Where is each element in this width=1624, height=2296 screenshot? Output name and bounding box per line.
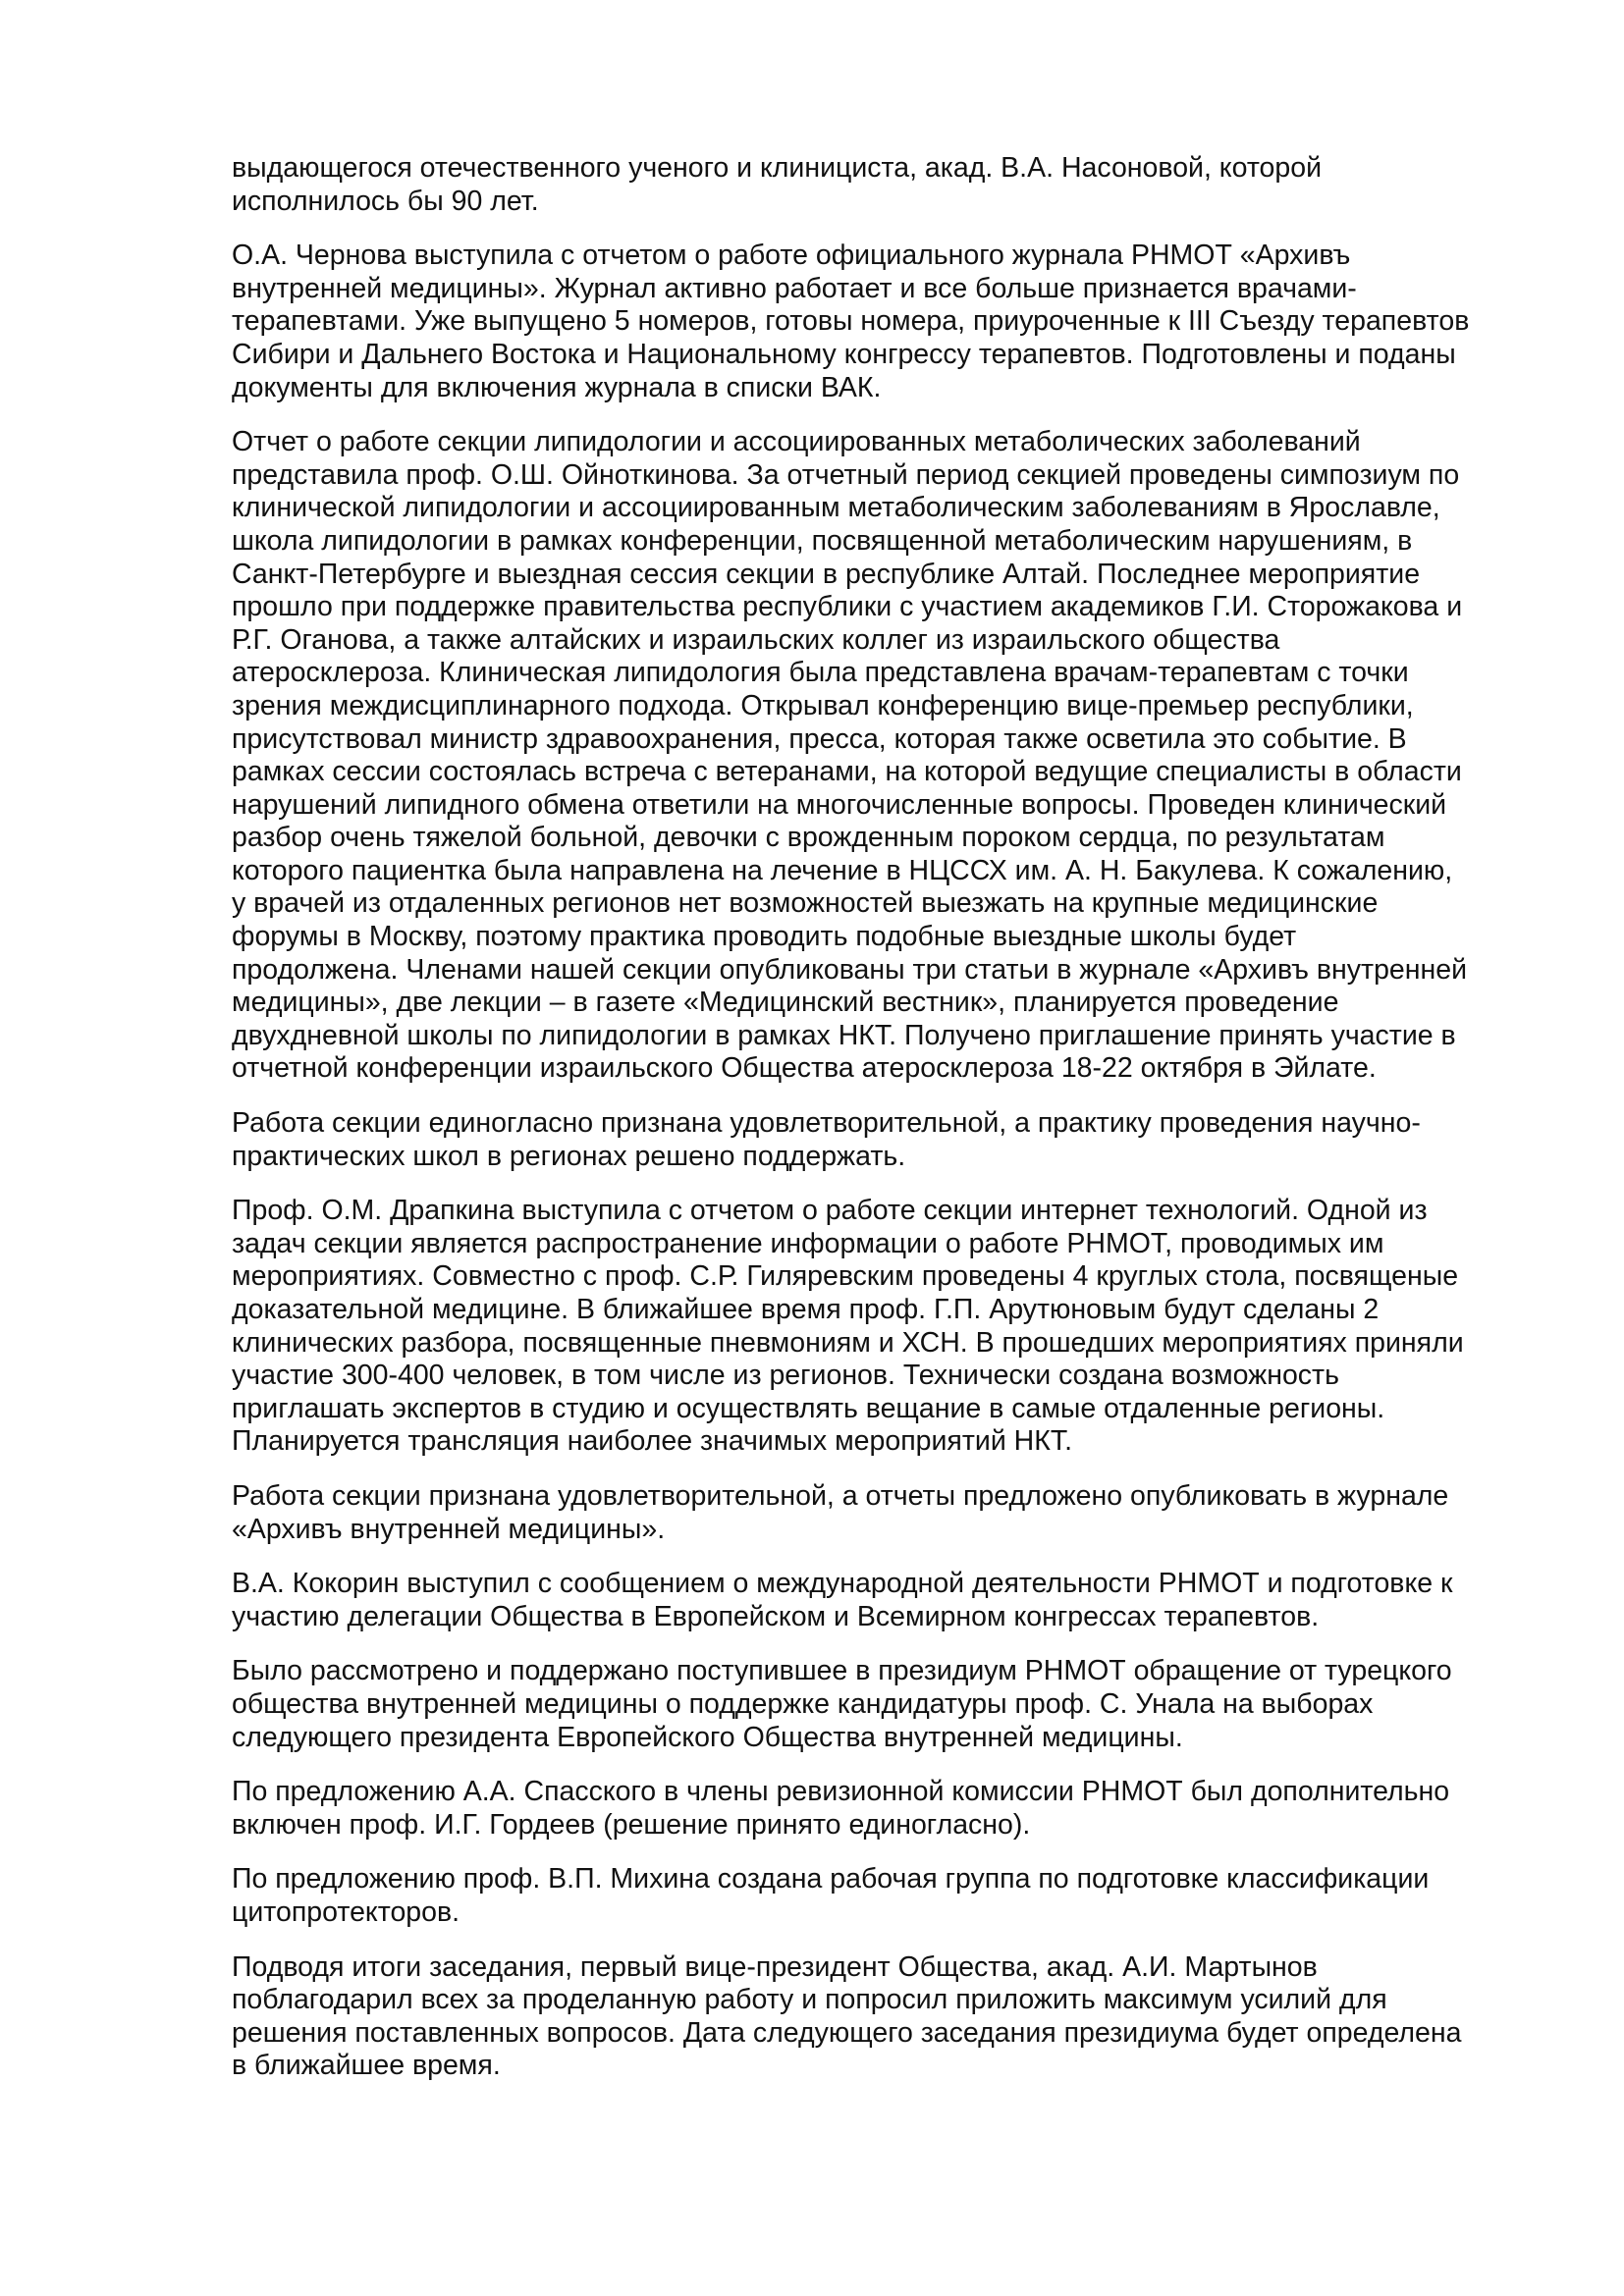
- paragraph-international-activity: В.А. Кокорин выступил с сообщением о международной деятельности РНМОТ и подготовке к участию делегации Общества в Европейском и Всемирном конгрессах терапевтов.: [232, 1568, 1453, 1632]
- paragraph-internet-section-report: Проф. О.М. Драпкина выступила с отчетом о работе секции интернет технологий. Одной из задач секции является распространение информации о работе РНМОТ, проводимых им мероприятиях. Совместно с проф. С.Р. Гиляревским проведены 4 круглых стола, посвященые доказательной медицине. В ближайшее время проф. Г.П. Арутюновым будут сделаны 2 клинических разбора, посвященные пневмониям и ХСН. В прошедших мероприятиях приняли участие 300-400 человек, в том числе из регионов. Технически создана возможность приглашать экспертов в студию и осуществлять вещание в самые отдаленные регионы. Планируется трансляция наиболее значимых мероприятий НКТ.: [232, 1195, 1464, 1458]
- paragraph-internet-section-resolution: Работа секции признана удовлетворительной, а отчеты предложено опубликовать в журнале «Архивъ внутренней медицины».: [232, 1479, 1449, 1545]
- paragraph-lipidology-section-report: Отчет о работе секции липидологии и ассоциированных метаболических заболеваний представила проф. О.Ш. Ойноткинова. За отчетный период секцией проведены симпозиум по клинической липидологии и ассоциированным метаболическим заболеваниям в Ярославле, школа липидологии в рамках конференции, посвященной метаболическим нарушениям, в Санкт-Петербурге и выездная сессия секции в республике Алтай. Последнее мероприятие прошло при поддержке правительства республики с участием академиков Г.И. Сторожакова и Р.Г. Оганова, а также алтайских и израильских коллег из израильского общества атеросклероза. Клиническая липидология была представлена врачам-терапевтам с точки зрения междисциплинарного подхода. Открывал конференцию вице-премьер республики, присутствовал министр здравоохранения, пресса, которая также осветила это событие. В рамках сессии состоялась встреча с ветеранами, на которой ведущие специалисты в области нарушений липидного обмена ответили на многочисленные вопросы. Проведен клинический разбор очень тяжелой больной, девочки с врожденным пороком сердца, по результатам которого пациентка была направлена на лечение в НЦССХ им. А. Н. Бакулева. К сожалению, у врачей из отдаленных регионов нет возможностей выезжать на крупные медицинские форумы в Москву, поэтому практика проводить подобные выездные школы будет продолжена. Членами нашей секции опубликованы три статьи в журнале «Архивъ внутренней медицины», две лекции – в газете «Медицинский вестник», планируется проведение двухдневной школы по липидологии в рамках НКТ. Получено приглашение принять участие в отчетной конференции израильского Общества атеросклероза 18-22 октября в Эйлате.: [232, 426, 1468, 1085]
- document-page: [232, 152, 1528, 2105]
- paragraph-journal-report: О.А. Чернова выступила с отчетом о работе официального журнала РНМОТ «Архивъ внутренней медицины». Журнал активно работает и все больше признается врачами- терапевтами. Уже выпущено 5 номеров, готовы номера, приуроченные к III Съезду терапевтов Сибири и Дальнего Востока и Национальному конгрессу терапевтов. Подготовлены и поданы документы для включения журнала в списки ВАК.: [232, 240, 1470, 403]
- paragraph-meeting-summary: Подводя итоги заседания, первый вице-президент Общества, акад. А.И. Мартынов поблагодарил всех за проделанную работу и попросил приложить максимум усилий для решения поставленных вопросов. Дата следующего заседания президиума будет определена в ближайшее время.: [232, 1950, 1462, 2082]
- paragraph-lipidology-section-resolution: Работа секции единогласно признана удовлетворительной, а практику проведения научно- практических школ в регионах решено поддержать.: [232, 1107, 1421, 1172]
- paragraph-turkish-society-appeal: Было рассмотрено и поддержано поступившее в президиум РНМОТ обращение от турецкого общества внутренней медицины о поддержке кандидатуры проф. С. Унала на выборах следующего президента Европейского Общества внутренней медицины.: [232, 1655, 1452, 1753]
- paragraph-nasonova-tribute: выдающегося отечественного ученого и клинициста, акад. В.А. Насоновой, которой исполнилось бы 90 лет.: [232, 152, 1323, 217]
- paragraph-audit-commission: По предложению А.А. Спасского в члены ревизионной комиссии РНМОТ был дополнительно включен проф. И.Г. Гордеев (решение принято единогласно).: [232, 1776, 1450, 1841]
- paragraph-cytoprotectors-working-group: По предложению проф. В.П. Михина создана рабочая группа по подготовке классификации цитопротекторов.: [232, 1863, 1430, 1928]
